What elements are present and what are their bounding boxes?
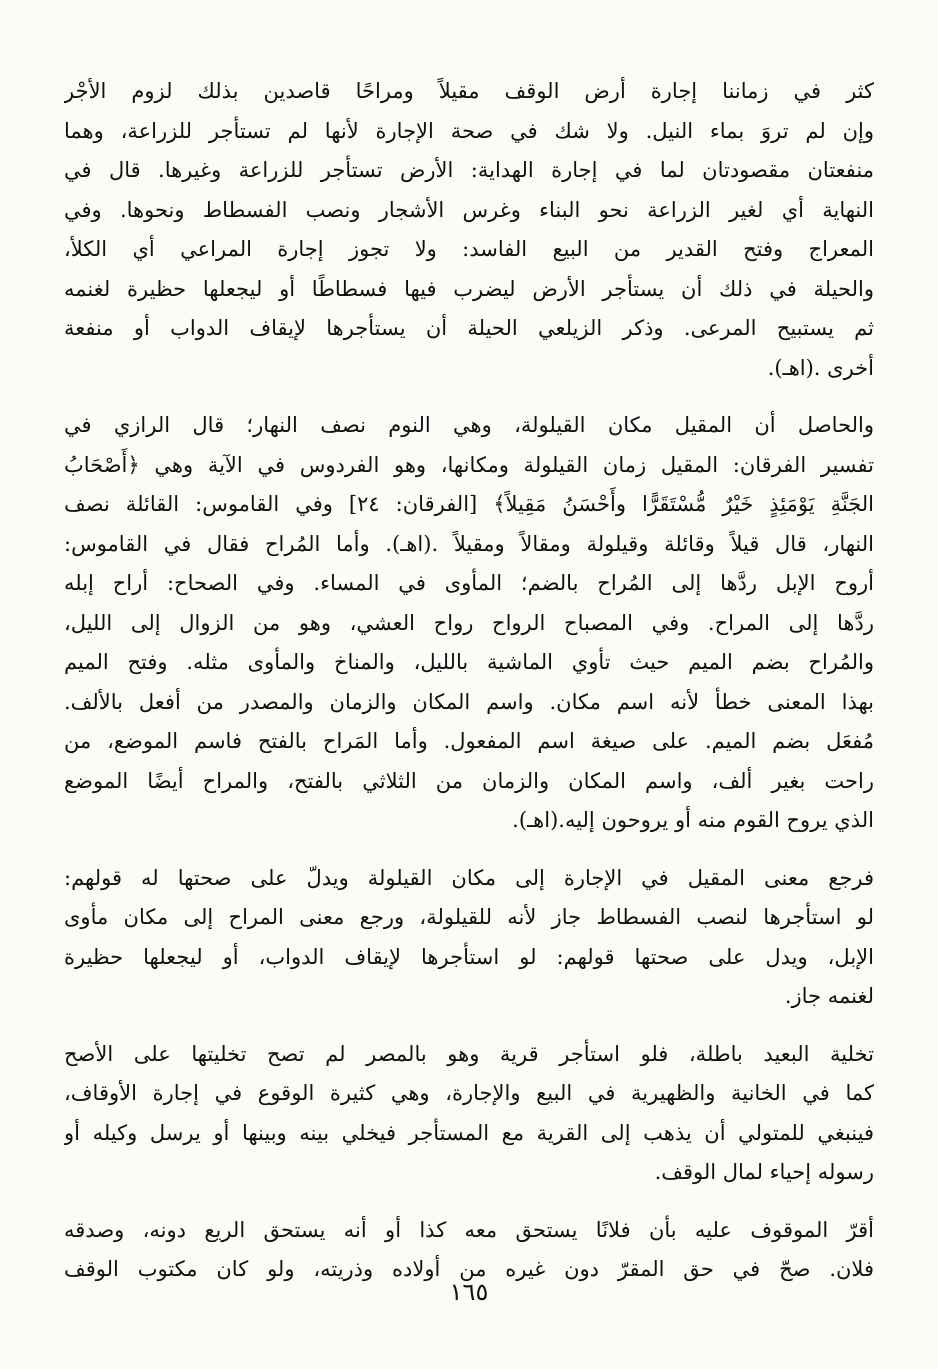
text-line: راحت بغير ألف، واسم المكان والزمان من الثلاثي بالفتح، والمراح أيضًا الموضع (64, 768, 874, 793)
text-line: مُفعَل بضم الميم. على صيغة اسم المفعول. وأما المَراح بالفتح فاسم الموضع، من (64, 729, 874, 753)
text-line: ردَّها إلى المراح. وفي المصباح الرواح رواح العشي، وهو من الزوال إلى الليل، (64, 610, 874, 635)
text-line: لغنمه جاز. (784, 984, 874, 1008)
paragraph-3 (64, 859, 874, 1017)
text-line: المعراج وفتح القدير من البيع الفاسد: ولا تجوز إجارة المراعي أي الكلأ، (64, 237, 874, 261)
text-line: الذي يروح القوم منه أو يروحون إليه.(اهـ). (512, 808, 874, 832)
text-line: بهذا المعنى خطأ لأنه اسم مكان. واسم المكان والزمان والمصدر من أفعل بالألف. (64, 689, 874, 714)
paragraph-4 (64, 1035, 874, 1193)
paragraph-1 (64, 72, 874, 388)
text-line: أخرى .(اهـ). (767, 355, 874, 380)
page-number: ١٦٥ (449, 1278, 489, 1306)
text-line: كثر في زماننا إجارة أرض الوقف مقيلاً ومراحًا قاصدين بذلك لزوم الأجْر (64, 79, 874, 103)
text-line: ثم يستبيح المرعى. وذكر الزيلعي الحيلة أن يستأجرها لإيقاف الدواب أو منفعة (64, 316, 874, 340)
text-line: تخلية البعيد باطلة، فلو استأجر قرية وهو بالمصر لم تصح تخليتها على الأصح (64, 1041, 874, 1066)
text-line: والحيلة في ذلك أن يستأجر الأرض ليضرب فيها فسطاطًا أو ليجعلها حظيرة لغنمه (64, 276, 874, 301)
text-line: الجَنَّةِ يَوْمَئِذٍ خَيْرٌ مُّسْتَقَرًّا وأَحْسَنُ مَقِيلاً﴾ [الفرقان: ٢٤] وفي القاموس: القائلة نصف (64, 492, 874, 516)
text-line: منفعتان مقصودتان لما في إجارة الهداية: الأرض تستأجر للزراعة وغيرها. قال في (64, 158, 874, 182)
text-line: لو استأجرها لنصب الفسطاط جاز لأنه للقيلولة، ورجع معنى المراح إلى مكان مأوى (64, 905, 874, 929)
text-line: والمُراح بضم الميم حيث تأوي الماشية بالليل، والمناخ والمأوى مثله. وفتح الميم (64, 650, 874, 674)
text-line: كما في الخانية والظهيرية في البيع والإجارة، وهي كثيرة الوقوع في إجارة الأوقاف، (64, 1081, 874, 1105)
text-line: فرجع معنى المقيل في الإجارة إلى مكان القيلولة ويدلّ على صحتها له قولهم: (64, 865, 874, 890)
paragraph-2 (64, 406, 874, 841)
text-line: أقرّ الموقوف عليه بأن فلانًا يستحق معه كذا أو أنه يستحق الريع دونه، وصدقه (64, 1217, 874, 1242)
text-line: فينبغي للمتولي أن يذهب إلى القرية مع المستأجر فيخلي بينه وبينها أو يرسل وكيله أو (64, 1120, 874, 1145)
page-body (64, 72, 874, 1290)
text-line: الإبل، ويدل على صحتها قولهم: لو استأجرها لإيقاف الدواب، أو ليجعلها حظيرة (64, 944, 874, 969)
text-line: تفسير الفرقان: المقيل زمان القيلولة ومكانها، وهو الفردوس في الآية وهي ﴿أَصْحَابُ (64, 452, 874, 477)
text-line: وإن لم تروَ بماء النيل. ولا شك في صحة الإجارة لأنها لم تستأجر للزراعة، وهما (64, 118, 874, 143)
text-line: النهاية أي لغير الزراعة نحو البناء وغرس الأشجار ونصب الفسطاط ونحوها. وفي (64, 197, 874, 222)
text-line: والحاصل أن المقيل مكان القيلولة، وهي النوم نصف النهار؛ قال الرازي في (64, 413, 874, 437)
text-line: أروح الإبل ردَّها إلى المُراح بالضم؛ المأوى في المساء. وفي الصحاح: أراح إبله (64, 571, 874, 595)
text-line: النهار، قال قيلاً وقائلة وقيلولة ومقالاً ومقيلاً .(اهـ). وأما المُراح فقال في القاموس: (64, 531, 874, 556)
text-line: رسوله إحياء لمال الوقف. (654, 1160, 874, 1184)
text-line: فلان. صحّ في حق المقرّ دون غيره من أولاده وذريته، ولو كان مكتوب الوقف (64, 1257, 874, 1281)
